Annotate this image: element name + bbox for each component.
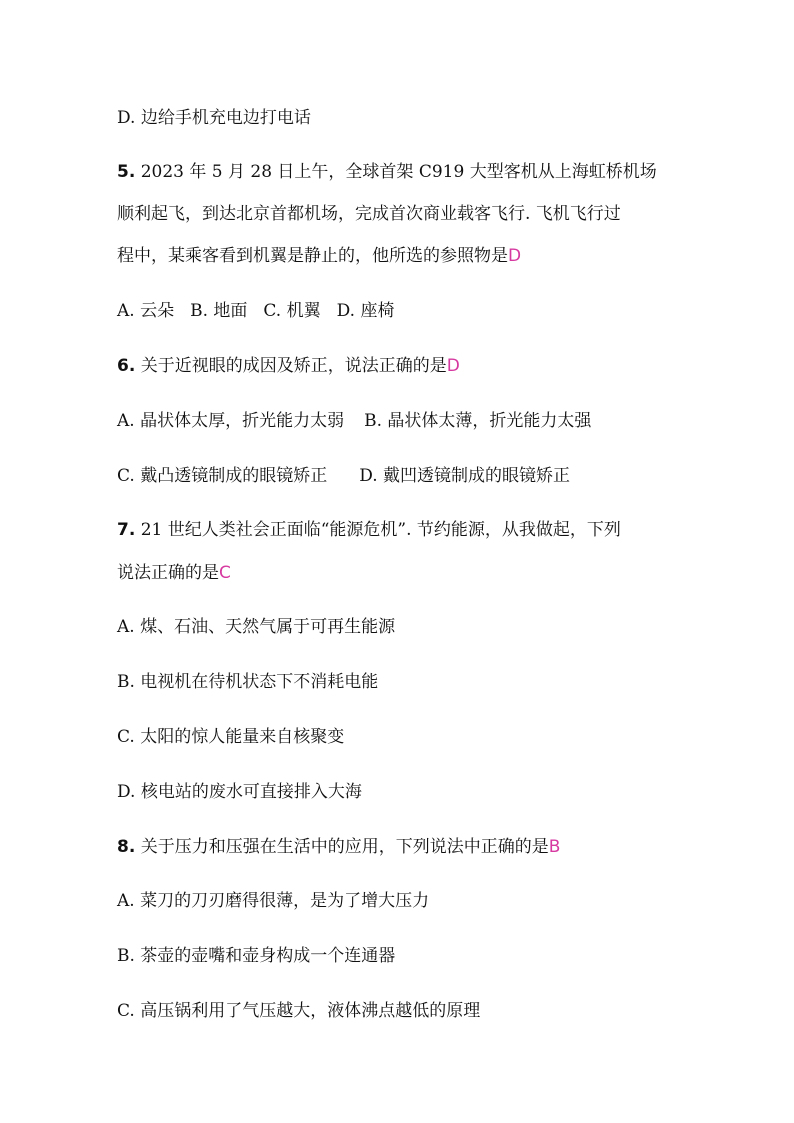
q7-stem-line-2 <box>117 562 231 584</box>
q5-option-b: B. 地面 <box>190 301 248 321</box>
q5-answer: D <box>508 246 522 266</box>
q6-option-d: D. 戴凹透镜制成的眼镜矫正 <box>359 466 571 486</box>
q8-option-b: B. 茶壶的壶嘴和壶身构成一个连通器 <box>117 946 396 966</box>
q5-number: 5. <box>117 162 136 182</box>
q7-option-d: D. 核电站的废水可直接排入大海 <box>117 782 362 802</box>
q6-stem <box>117 355 460 377</box>
q5-option-d: D. 座椅 <box>336 301 395 321</box>
q7-number: 7. <box>117 520 136 540</box>
q5-option-a: A. 云朵 <box>117 301 175 321</box>
q6-options-cd <box>117 465 570 487</box>
q8-option-a: A. 菜刀的刀刃磨得很薄，是为了增大压力 <box>117 891 430 911</box>
q7-answer: C <box>219 563 231 583</box>
q6-option-a: A. 晶状体太厚，折光能力太弱 <box>117 411 345 431</box>
q5-stem-line-3 <box>117 245 521 267</box>
q6-option-b: B. 晶状体太薄，折光能力太强 <box>364 411 592 431</box>
q8-option-c: C. 高压锅利用了气压越大，液体沸点越低的原理 <box>117 1001 481 1021</box>
q7-stem-text-2: 说法正确的是 <box>117 563 219 583</box>
q7-stem-text-1: 21 世纪人类社会正面临“能源危机”. 节约能源，从我做起，下列 <box>135 520 621 540</box>
q7-stem-line-1 <box>117 519 621 541</box>
q8-number: 8. <box>117 837 136 857</box>
q6-options-ab <box>117 410 591 432</box>
q5-options <box>117 300 394 322</box>
q5-stem-line-1 <box>117 161 657 183</box>
q7-option-a: A. 煤、石油、天然气属于可再生能源 <box>117 617 396 637</box>
q4-option-d: D. 边给手机充电边打电话 <box>117 108 311 128</box>
q6-stem-text: 关于近视眼的成因及矫正，说法正确的是 <box>135 356 447 376</box>
q5-stem-line-2: 顺利起飞，到达北京首都机场，完成首次商业载客飞行. 飞机飞行过 <box>117 204 621 224</box>
q6-option-c: C. 戴凸透镜制成的眼镜矫正 <box>117 466 328 486</box>
q8-stem <box>117 836 560 858</box>
q8-answer: B <box>548 837 561 857</box>
q8-stem-text: 关于压力和压强在生活中的应用，下列说法中正确的是 <box>135 837 549 857</box>
q7-option-c: C. 太阳的惊人能量来自核聚变 <box>117 727 345 747</box>
q6-answer: D <box>446 356 460 376</box>
q6-number: 6. <box>117 356 136 376</box>
q5-option-c: C. 机翼 <box>263 301 321 321</box>
q5-stem-text-3: 程中，某乘客看到机翼是静止的，他所选的参照物是 <box>117 246 508 266</box>
q5-stem-text-1: 2023 年 5 月 28 日上午，全球首架 C919 大型客机从上海虹桥机场 <box>135 162 657 182</box>
q7-option-b: B. 电视机在待机状态下不消耗电能 <box>117 672 379 692</box>
